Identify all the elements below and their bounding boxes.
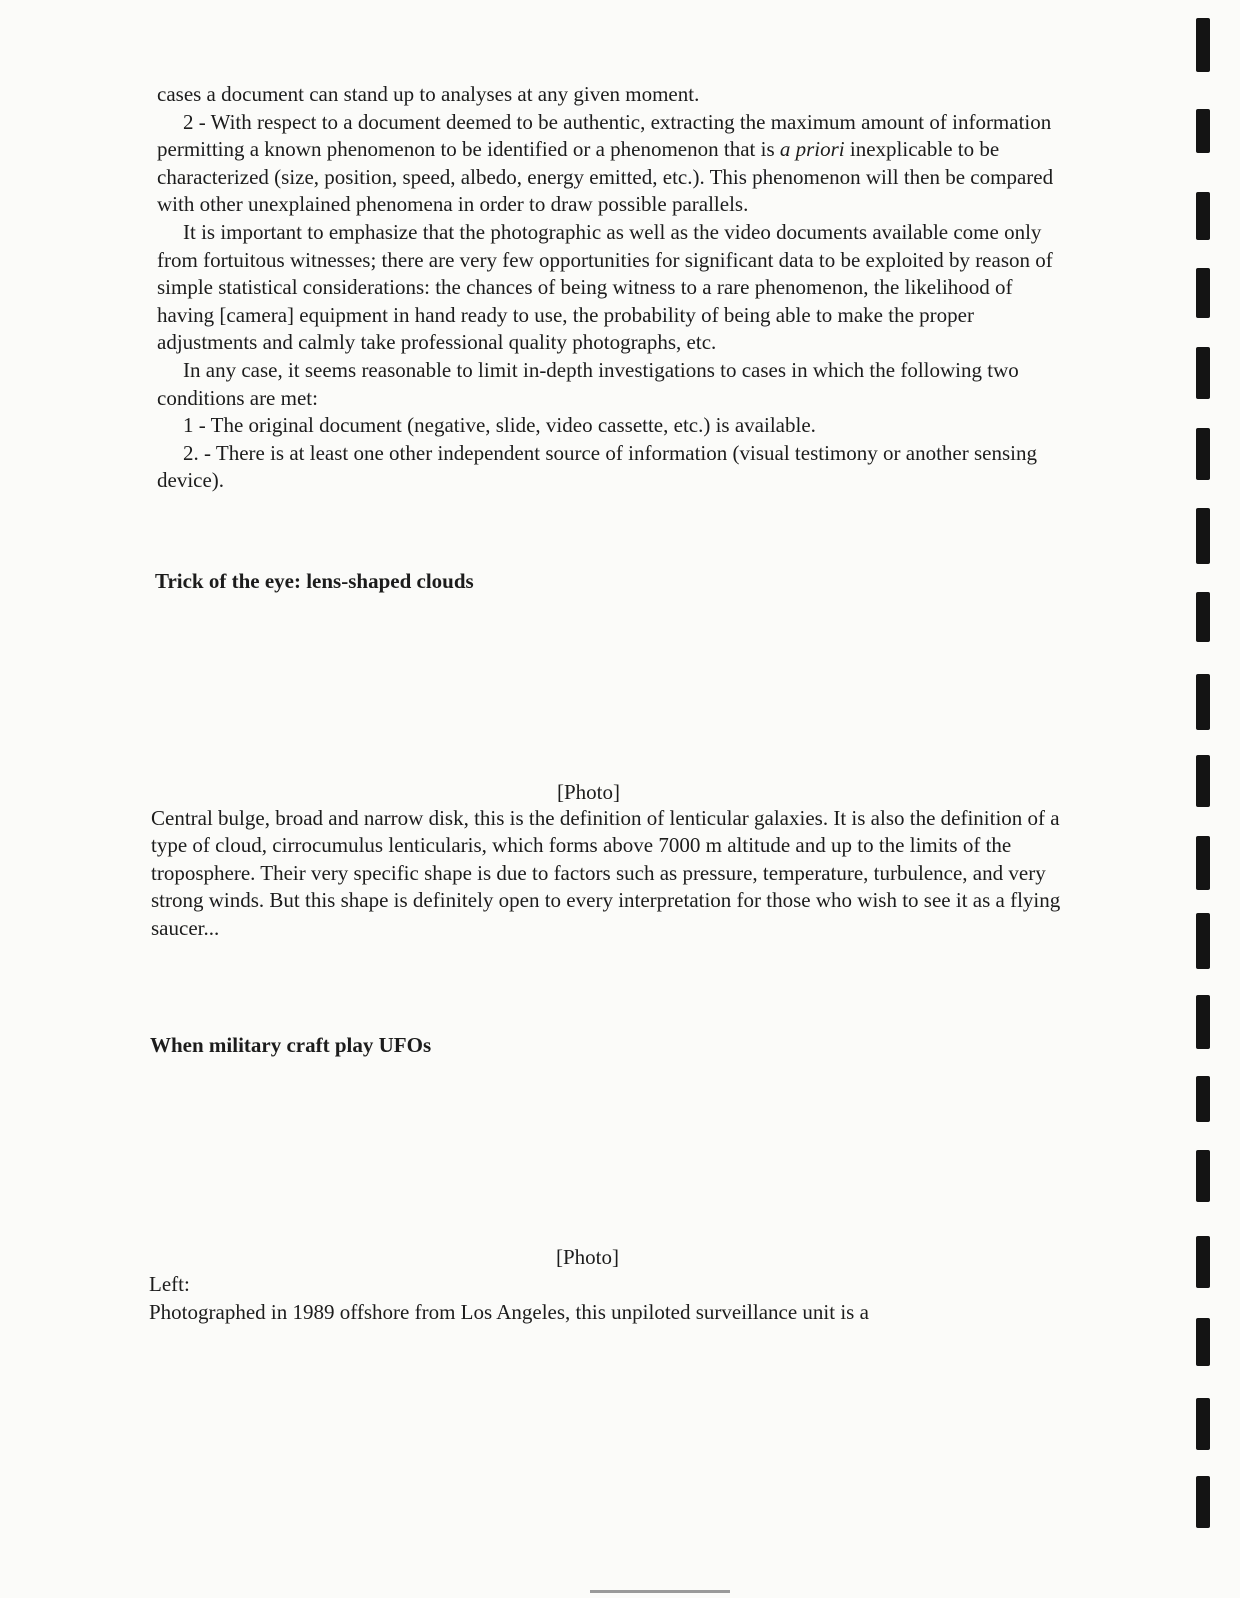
- binding-hole: [1196, 592, 1210, 642]
- binding-hole: [1196, 347, 1210, 399]
- left-label: Left:: [149, 1272, 190, 1296]
- binding-hole: [1196, 1398, 1210, 1450]
- section-heading-military-craft: When military craft play UFOs: [150, 1033, 432, 1057]
- bottom-edge-mark: [590, 1590, 730, 1593]
- condition-2: 2. - There is at least one other independent source of information (visual testimony or another sensing device).: [157, 440, 1037, 493]
- condition-1: 1 - The original document (negative, slide, video cassette, etc.) is available.: [183, 413, 816, 438]
- a-priori-italic: a priori: [779, 137, 845, 162]
- binding-hole: [1196, 428, 1210, 480]
- paragraph-point-2: [157, 109, 1057, 219]
- binding-hole: [1196, 1318, 1210, 1366]
- paragraph-point-2-part-2: inexplicable to be characterized (size, position, speed, albedo, energy emitted, etc.). This phenomenon will then be compared with other unexplained phenomena in order to draw possible parallels.: [157, 137, 1054, 217]
- caption-lens-clouds: Central bulge, broad and narrow disk, this is the definition of lenticular galaxies. It is also the definition of a type of cloud, cirrocumulus lenticularis, which forms above 7000 m altitude and up to the limits of the troposphere. Their very specific shape is due to factors such as pressure, temperature, turbulence, and very strong winds. But this shape is definitely open to every interpretation for those who wish to see it as a flying saucer...: [151, 806, 1061, 940]
- binding-hole: [1196, 109, 1210, 153]
- binding-hole: [1196, 755, 1210, 807]
- binding-hole: [1196, 995, 1210, 1049]
- caption-military-craft: Photographed in 1989 offshore from Los Angeles, this unpiloted surveillance unit is a: [149, 1300, 869, 1324]
- binding-hole: [1196, 836, 1210, 890]
- binding-hole: [1196, 1076, 1210, 1122]
- binding-hole: [1196, 674, 1210, 730]
- body-text-block: [157, 81, 1057, 495]
- paragraph-conditions-intro: In any case, it seems reasonable to limit in-depth investigations to cases in which the following two conditions are met:: [157, 357, 1019, 410]
- binding-hole: [1196, 268, 1210, 318]
- binding-hole: [1196, 1236, 1210, 1288]
- photo-placeholder-1: [Photo]: [557, 780, 620, 804]
- binding-hole: [1196, 192, 1210, 240]
- binding-hole: [1196, 18, 1210, 72]
- paragraph-emphasis: It is important to emphasize that the photographic as well as the video documents available come only from fortuitous witnesses; there are very few opportunities for significant data to be exploited by reason of simple statistical considerations: the chances of being witness to a rare phenomenon, the likelihood of having [camera] equipment in hand ready to use, the probability of being able to make the proper adjustments and calmly take professional quality photographs, etc.: [157, 219, 1053, 355]
- binding-hole: [1196, 508, 1210, 564]
- section-heading-lens-clouds: Trick of the eye: lens-shaped clouds: [155, 569, 474, 593]
- binding-hole: [1196, 1150, 1210, 1202]
- photo-placeholder-2: [Photo]: [556, 1245, 619, 1269]
- paragraph-continuation: cases a document can stand up to analyses at any given moment.: [157, 82, 700, 106]
- binding-hole: [1196, 1476, 1210, 1528]
- binding-hole: [1196, 913, 1210, 969]
- paragraph-point-2-part-1: 2 - With respect to a document deemed to be authentic, extracting the maximum amount of information permitting a known phenomenon to be identified or a phenomenon that is: [157, 109, 1052, 162]
- binding-holes-strip: [1192, 0, 1222, 1598]
